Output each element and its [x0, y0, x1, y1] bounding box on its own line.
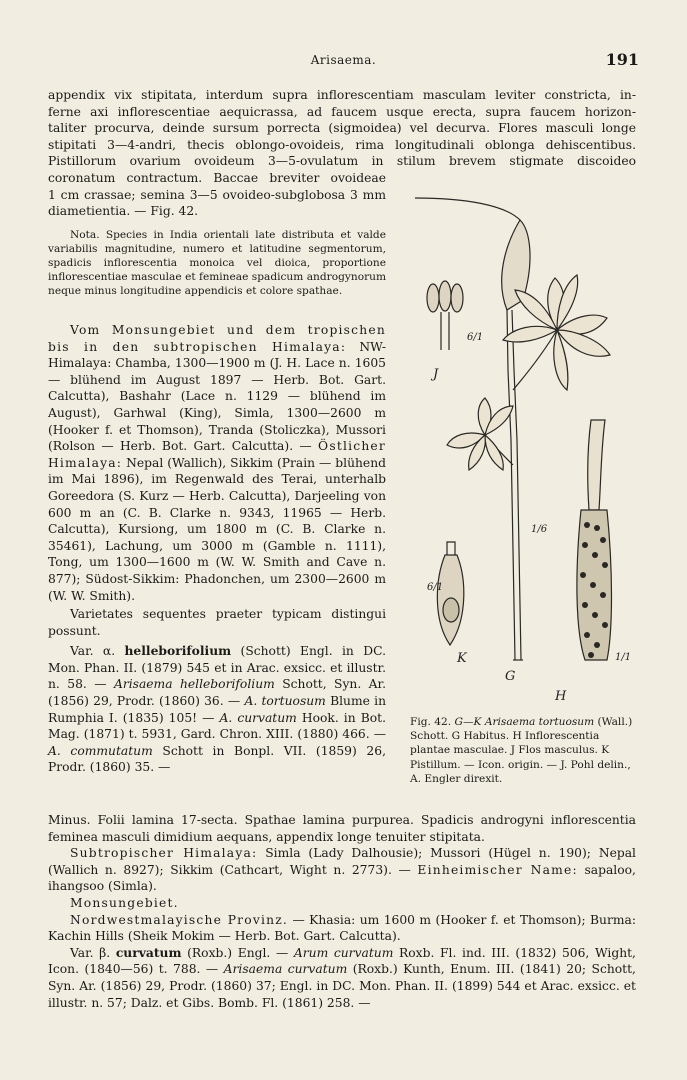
- region2-heading: Östlicher Himalaya:: [48, 439, 386, 470]
- var-alpha-text: Hook. in Bot. Mag. (1871) t. 5931, Gard. Chron. XIII. (1880) 466. —: [48, 710, 386, 742]
- page-number: 191: [605, 50, 639, 69]
- var-alpha-name: helleborifolium: [124, 643, 232, 659]
- var-alpha-text: DC. Mon. Phan. II. (1879) 545 et in Arac. exsicc. et illustr. n. 58. —: [48, 644, 386, 692]
- scale-k: 6/1: [427, 582, 444, 593]
- caption-fig: Fig. 42.: [410, 716, 452, 728]
- var-beta-text: (Roxb.) Kunth, Enum. III. (1841) 20; Schott, Syn. Ar. (1856) 29, Prodr. (1860) 37; Engl. in DC. Mon. Phan. II. (1899) 544 et Arac. exsicc. et illustr. n. 57; Dalz. et Gibs. Bomb. Fl. (1861) 258. —: [48, 962, 636, 1010]
- einh-heading: Einheimischer Name:: [417, 862, 578, 877]
- monsun-heading: Monsungebiet.: [70, 895, 179, 910]
- nota-paragraph: [48, 228, 386, 298]
- synonym: Arum curvatum: [293, 945, 394, 960]
- page-header: [48, 50, 639, 70]
- running-title: Arisaema.: [310, 53, 377, 67]
- var-beta-text: (Roxb.) Engl. —: [187, 945, 289, 960]
- desc-line: Pistillorum ovarium ovoideum 3—5-ovulatum in stilum brevem stigmate discoideo: [48, 154, 636, 169]
- desc-line: stipitati 3—4-andri, thecis oblongo-ovoideis, rima longitudinali oblonga dehiscentibus.: [48, 137, 636, 152]
- description-col: [48, 170, 386, 220]
- figure-caption: [410, 715, 638, 786]
- scale-h: 1/1: [615, 652, 632, 663]
- nota-text: Nota. Species in India orientali late distributa et valde variabilis magnitudine, numero et latitudine segmentorum, spadicis inflorescentia monoica vel dioica, proportione inflorescentiae masculae et femineae spadicum androgynorum neque minus longitudine appendicis et colore spathae.: [48, 229, 386, 298]
- figure-label-j: J: [433, 367, 439, 382]
- botanical-figure: [395, 190, 655, 710]
- var-alpha-label: Var. α.: [70, 644, 116, 659]
- description-full: [48, 87, 636, 170]
- synonym: Arisaema helleborifolium: [113, 677, 275, 692]
- var-beta-text: Roxb. Fl. ind. III. (1832) 506, Wight, Icon. (1840—56) t. 788. —: [48, 945, 636, 977]
- einh-text: sapaloo, ihangsoo (Simla).: [48, 862, 636, 894]
- var-alpha-text: Schott, Syn. Ar. (1856) 29, Prodr. (1860) 36. —: [48, 677, 386, 709]
- var-alpha: [48, 643, 386, 776]
- var-beta-name: curvatum: [115, 944, 182, 960]
- var-alpha-line: (Schott) Engl. in: [240, 644, 354, 659]
- figure-label-g: G: [505, 669, 516, 684]
- synonym: A. commutatum: [48, 743, 153, 758]
- region1-heading: Vom Monsungebiet und dem tropischen bis in den subtropischen Himalaya:: [48, 323, 386, 354]
- scale-g: 1/6: [531, 524, 548, 535]
- synonym: A. curvatum: [219, 710, 297, 725]
- desc-line: appendix vix stipitata, interdum supra inflorescentiam masculam leviter constricta, in-: [48, 88, 636, 102]
- desc-line: 1 cm crassae; semina 3—5 ovoideo-subglobosa 3 mm: [48, 187, 386, 202]
- figure-label-k: K: [457, 651, 467, 666]
- caption-species: G—K Arisaema tortuosum: [454, 716, 595, 728]
- spadix-appendix: [415, 198, 520, 220]
- scale-j: 6/1: [467, 332, 484, 343]
- region1-text: NW-Himalaya: Chamba, 1300—1900 m (J. H. Lace n. 1605 — blühend im August 1897 — Herb. Bot. Gart. Calcutta), Bashahr (Lace n. 1129 — blühend im August), Garhwal (King), Simla, 1300—2600 m (Hooker f. et Thomson), Tranda (Stoliczka), Mussori (Rolson — Herb. Bot. Gart. Calcutta). —: [48, 339, 386, 454]
- synonym: Arisaema curvatum: [223, 962, 348, 977]
- pistil-drawing: [437, 542, 463, 645]
- figure-label-h: H: [555, 689, 567, 704]
- desc-line: ferne axi inflorescentiae aequicrassa, ad faucem usque erecta, supra faucem horizon-: [48, 104, 636, 119]
- var-alpha-text: Schott in Bonpl. VII. (1859) 26, Prodr. (1860) 35. —: [48, 743, 386, 775]
- desc-line: coronatum contractum. Baccae breviter ovoideae: [48, 171, 386, 185]
- stem-outline: [512, 310, 521, 660]
- varietates-text: Varietates sequentes praeter typicam distingui possunt.: [48, 607, 386, 638]
- sub-text: Simla (Lady Dalhousie); Mussori (Hügel n. 190); Nepal (Wallich n. 8927); Sikkim (Cathcart, Wight n. 2773). —: [48, 846, 636, 877]
- nw-heading: Nordwestmalayische Provinz.: [70, 912, 289, 927]
- caption-text: (Wall.) Schott. G Habitus. H Inflorescentia plantae masculae. J Flos masculus. K Pistillum. — Icon. origin. — J. Pohl delin., A. Engler direxit.: [410, 716, 633, 785]
- bottom-text: [48, 812, 636, 1011]
- desc-line: diametientia. — Fig. 42.: [48, 204, 199, 219]
- nw-text: — Khasia: um 1600 m (Hooker f. et Thomson); Burma: Kachin Hills (Sheik Mokim — Herb. Bot. Gart. Calcutta).: [48, 912, 636, 944]
- var-beta-label: Var. β.: [70, 945, 111, 960]
- minus-text: Minus. Folii lamina 17-secta. Spathae lamina purpurea. Spadicis androgyni inflorescentia feminea masculi dimidium aequans, appendix longe tenuiter stipitata.: [48, 813, 636, 844]
- desc-line: taliter procurva, deinde sursum porrecta (sigmoidea) vel decurva. Flores masculi longe: [48, 121, 636, 136]
- male-flower-drawing: [427, 281, 463, 350]
- region2-text: Nepal (Wallich), Sikkim (Prain — blühend im Mai 1896), im Regenwald des Terai, unterhalb Goreedora (S. Kurz — Herb. Calcutta), Darjeeling von 600 m an (C. B. Clarke n. 9343, 11965 — Herb. Calcutta), Kursiong, um 1800 m (C. B. Clarke n. 35461), Lachung, um 3000 m (Gamble n. 1111), Tong, um 1300—1600 m (W. W. Smith and Cave n. 877); Südost-Sikkim: Phadonchen, um 2300—2600 m (W. W. Smith).: [48, 455, 386, 603]
- var-alpha-text: Blume in Rumphia I. (1835) 105! —: [48, 694, 386, 725]
- sub-heading: Subtropischer Himalaya:: [70, 846, 258, 861]
- distribution: [48, 322, 386, 776]
- synonym: A. tortuosum: [244, 694, 326, 709]
